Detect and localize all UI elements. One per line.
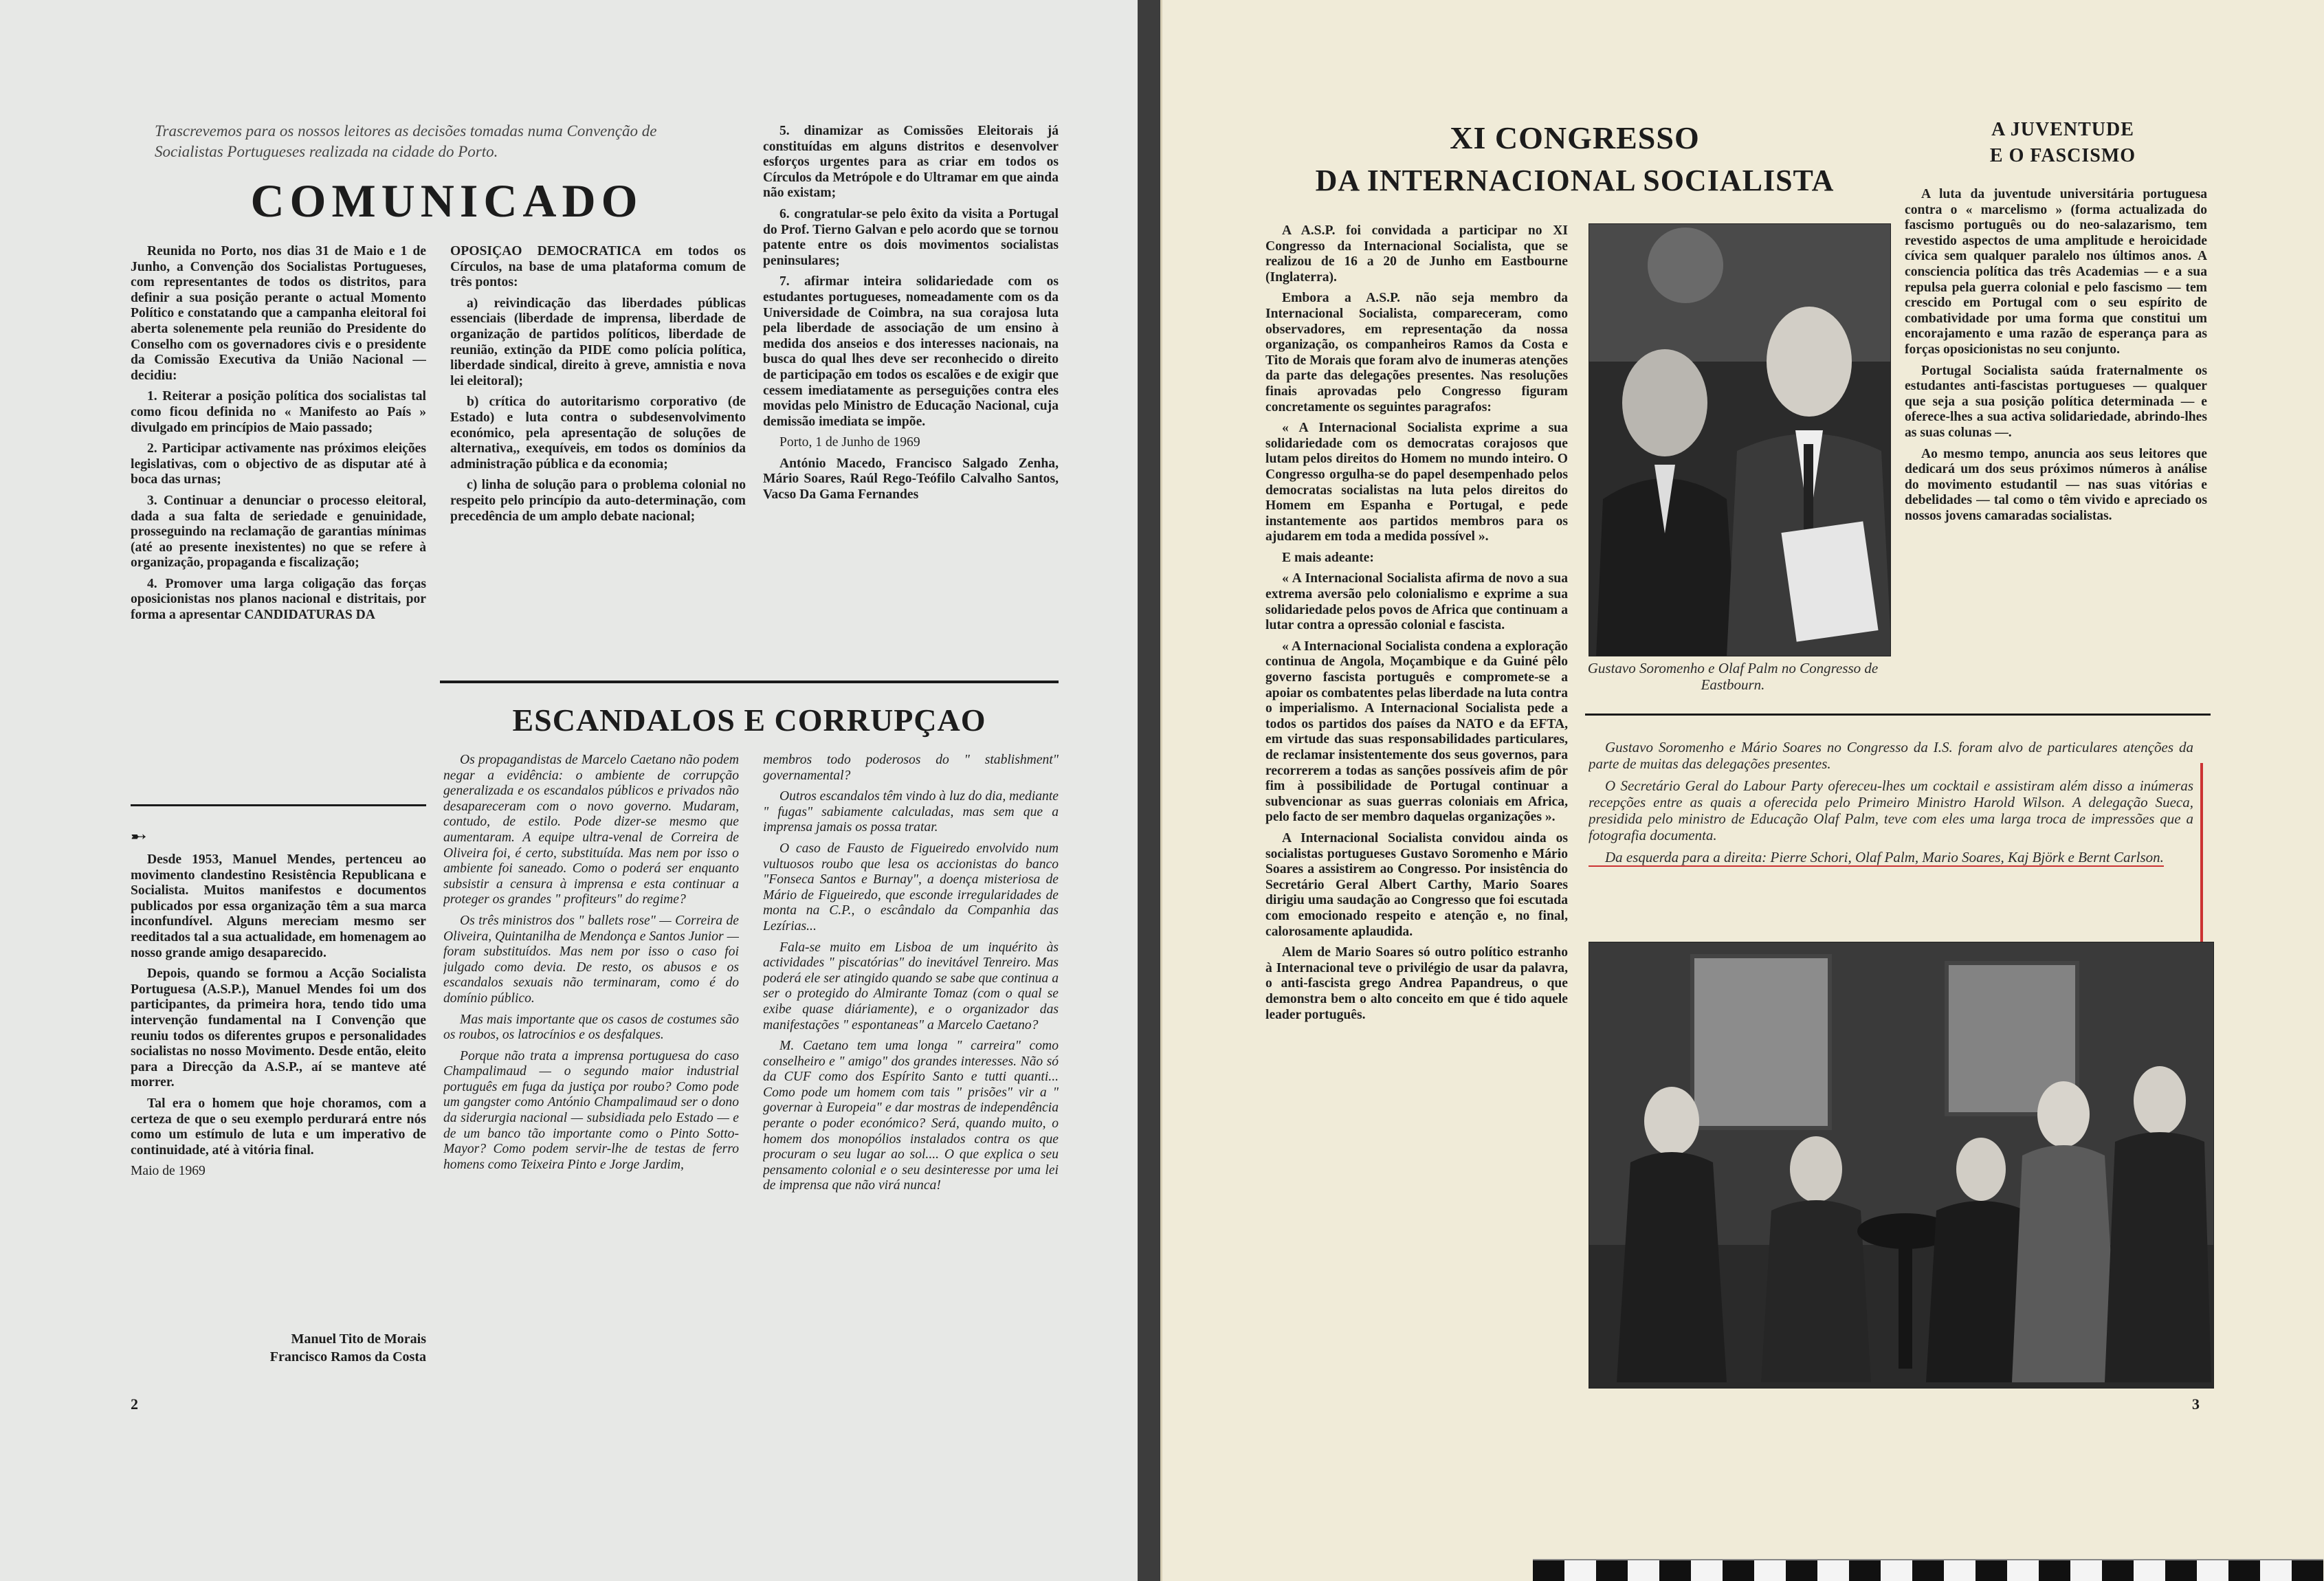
- signature-name: Manuel Tito de Morais: [291, 1331, 426, 1347]
- photo-delegation-image: [1589, 942, 2214, 1389]
- escandalos-paragraph: Outros escandalos têm vindo à luz do dia, mediante " fugas" sabiamente calculadas, mas sem que a imprensa jamais os possa tratar.: [763, 789, 1059, 835]
- comunicado-paragraph: 6. congratular-se pelo êxito da visita a Portugal do Prof. Tierno Galvan e pelo acordo que se tornou patente entre os dois movimentos socialistas peninsulares;: [763, 206, 1059, 268]
- comunicado-paragraph: 5. dinamizar as Comissões Eleitorais já constituídas em alguns distritos e desenvolver esforços urgentes para as criar em todos os Círculos da Metrópole e do Ultramar em que ainda não existam;: [763, 124, 1059, 201]
- photo-soromenho-palm-caption: Gustavo Soromenho e Olaf Palm no Congresso de Eastbourn.: [1587, 660, 1879, 693]
- escandalos-col-2: [763, 753, 1059, 1385]
- escandalos-col-1: [443, 753, 739, 1385]
- congress-paragraph: « A Internacional Socialista condena a exploração continua de Angola, Moçambique e da Guiné pêlo governo fascista português e compromete-se a apoiar os combatentes pelas liberdade na luta contra o imperialismo. A Internacional Socialista pede a todos os partidos dos países da NATO e da EFTA, em virtude das suas responsabilidades particulares, de reclamar insistentemente dos seus governos, para recorrerem a todas as sanções possíveis afim de pôr fim à possibilidade de Portugal continuar a subvencionar as suas guerras coloniais em Africa, pelo facto de ser membro daquelas organizações ».: [1265, 639, 1568, 825]
- congress-paragraph: A A.S.P. foi convidada a participar no XI Congresso da Internacional Socialista, que se realizou de 16 a 20 de Junho em Eastbourne (Inglaterra).: [1265, 223, 1568, 285]
- escandalos-paragraph: Os propagandistas de Marcelo Caetano não podem negar a evidência: o ambiente de corrupção generalizada e os escandalos públicos e privados não desapareceram com o novo governo. Mudaram, contudo, de estilo. Pode dizer-se mesmo que aumentaram. A equipe ultra-venal de Correira de Oliveira foi, é certo, substituída. Mas nem por isso o ambiente foi saneado. Como o poderá ser enquanto subsistir a censura à imprensa e esta continuar a proteger os grandes " profiteurs" do regime?: [443, 753, 739, 907]
- escandalos-paragraph: M. Caetano tem uma longa " carreira" como conselheiro e " amigo" dos grandes interesses. Não só da CUF como dos Espírito Santo e tutti quanti... Como pode um homem com tais " prisões" vir a " governar à Europeia" e dar mostras de independência perante o poder económico? Será, quando muito, o homem dos monopólios instalados contra os que procuram o seu lugar ao sol.... O que explica o seu pensamento colonial e o seu desinteresse por uma lei de imprensa que não virá nunca!: [763, 1039, 1059, 1193]
- comunicado-col-3: [763, 124, 1059, 674]
- comunicado-col-2: [450, 244, 746, 670]
- congress-paragraph: E mais adeante:: [1282, 550, 1374, 565]
- comunicado-paragraph: OPOSIÇAO DEMOCRATICA em todos os Círculos, na base de uma plataforma comum de três pontos:: [450, 244, 746, 290]
- caption-paragraph: O Secretário Geral do Labour Party ofereceu-lhes um cocktail e assistiram além disso a inúmeras recepções entre as quais a oferecida pelo Primeiro Ministro Harold Wilson. A delegação Sueca, presidida pelo ministro de Educação Olaf Palm, teve com eles uma larga troca de impressões que a fotografia documenta.: [1589, 777, 2193, 843]
- juventude-title: [1905, 117, 2221, 179]
- comunicado-date: Porto, 1 de Junho de 1969: [779, 435, 920, 450]
- congress-paragraph: « A Internacional Socialista afirma de novo a sua extrema aversão pelo colonialismo e exprime a sua solidariedade pelos povos de Africa que continuam a lutar contra a opressão colonial e fascista.: [1265, 571, 1568, 633]
- mendes-paragraph: Desde 1953, Manuel Mendes, pertenceu ao movimento clandestino Resistência Republicana e Socialista. Muitos manifestos e documentos publicados por essa organização têm a sua marca inconfundível. Alguns mereciam mesmo ser reeditados tal a sua actualidade, em homenagem ao nosso grande amigo desaparecido.: [131, 852, 426, 960]
- comunicado-paragraph: a) reivindicação das liberdades públicas essenciais (liberdade de imprensa, liberdade de organização de partidos políticos, liberdade de reunião, extinção da PIDE como polícia política, liberdade sindical, direito à greve, amnistia e nova lei eleitoral);: [450, 296, 746, 388]
- juventude-paragraph: Portugal Socialista saúda fraternalmente os estudantes anti-fascistas portugueses — qualquer que seja a sua posição política determinada — e oferece-lhes a sua activa solidariedade, abrindo-lhes as suas colunas —.: [1905, 363, 2207, 440]
- photo-delegation: [1589, 942, 2214, 1389]
- juventude-paragraph: Ao mesmo tempo, anuncia aos seus leitores que dedicará um dos seus próximos números à análise do movimento estudantil — nas suas vitórias e debelidades — tal como o têm vivido e apreciado os nossos jovens camaradas socialistas.: [1905, 446, 2207, 523]
- juventude-title-line: E O FASCISMO: [1989, 145, 2136, 166]
- juventude-title-line: A JUVENTUDE: [1991, 119, 2134, 140]
- mendes-date: Maio de 1969: [131, 1164, 206, 1179]
- photo-soromenho-palm: [1589, 223, 1891, 656]
- comunicado-paragraph: 1. Reiterar a posição política dos socialistas tal como ficou definida no « Manifesto ao País » divulgado em princípios de Maio passado;: [131, 389, 426, 435]
- escandalos-paragraph: Porque não trata a imprensa portuguesa do caso Champalimaud — o segundo maior industrial português em fuga da justiça por roubo? Como pode um gangster como António Champalimaud ser o dono da siderurgia nacional — subsidiada pelo Estado — e de um banco tão importante como o Pinto Sotto-Mayor? Como podem servir-lhe de testas de ferro homens como Teixeira Pinto e Jorge Jardim,: [443, 1048, 739, 1172]
- congress-paragraph: Embora a A.S.P. não seja membro da Internacional Socialista, compareceram, como observadores, em representação da nossa organização, os companheiros Ramos da Costa e Tito de Morais que foram alvo de inumeras atenções da parte das delegações presentes. Nas resoluções finais aprovadas pelo Congresso figuram concretamente os seguintes paragrafos:: [1265, 291, 1568, 414]
- caption-paragraph: Gustavo Soromenho e Mário Soares no Congresso da I.S. foram alvo de particulares atenções da parte de muitas das delegações presentes.: [1589, 739, 2193, 772]
- headline-line: DA INTERNACIONAL SOCIALISTA: [1315, 164, 1835, 197]
- congress-headline: [1286, 117, 1863, 213]
- signature-name: Francisco Ramos da Costa: [269, 1349, 426, 1364]
- congress-article: [1265, 223, 1568, 1385]
- left-page: [0, 0, 1138, 1581]
- column-divider: [131, 804, 426, 806]
- escandalos-paragraph: Fala-se muito em Lisboa de um inquérito às actividades " piscatórias" do inevitável Tenreiro. Mas poderá ele ser atingido quando se sabe que continua a ser o protegido do Almirante Tomaz (com o qual se exibe quase diáriamente), e o organizador das manifestações " espontaneas" a Marcelo Caetano?: [763, 940, 1059, 1032]
- escandalos-paragraph: O caso de Fausto de Figueiredo envolvido num vultuosos roubo que lesa os accionistas do banco "Fonseca Santos e Burnay", a doença misteriosa de Mário de Figueiredo, que esconde irregularidades de monta na C.P., o escândalo da Companhia das Lezírias...: [763, 841, 1059, 933]
- section-divider: [1585, 714, 2211, 716]
- congress-paragraph: A Internacional Socialista convidou ainda os socialistas portugueses Gustavo Soromenho e Mário Soares a assistirem ao Congresso. Por insistência do Secretário Geral Albert Carthy, Mario Soares dirigiu uma saudação ao Congresso que foi escutada com emocionado respeito e atenção e, no final, calorosamente aplaudida.: [1265, 830, 1568, 939]
- caption-paragraph: Da esquerda para a direita: Pierre Schori, Olaf Palm, Mario Soares, Kaj Björk e Bernt Carlson.: [1589, 849, 2164, 867]
- escandalos-paragraph: Os três ministros dos " ballets rose" — Correira de Oliveira, Quintanilha de Mendonça e Santos Junior — foram substituídos. Mas nem por isso o caso foi julgado como devia. De resto, os abusos e os escandalos sexuais não terminaram, como é do domínio público.: [443, 913, 739, 1006]
- mendes-tribute: [131, 852, 426, 1299]
- comunicado-paragraph: c) linha de solução para o problema colonial no respeito pelo princípio da auto-determinação, com precedência de um amplo debate nacional;: [450, 478, 746, 524]
- congress-paragraph: Alem de Mario Soares só outro político estranho à Internacional teve o privilégio de usar da palavra, o anti-fascista grego Andrea Papandreus, o que demonstra bem o alto conceito em que é tido aquele leader português.: [1265, 945, 1568, 1022]
- mendes-paragraph: Tal era o homem que hoje choramos, com a certeza de que o seu exemplo perdurará entre nós como um estímulo de luta e um imperativo de continuidade, até à vitória final.: [131, 1096, 426, 1158]
- comunicado-paragraph: 3. Continuar a denunciar o processo eleitoral, dada a sua falta de seriedade e genuinidade, prosseguindo na reclamação de garantias mínimas (até ao presente inexistentes) no que se refere à organização, propaganda e fiscalização;: [131, 493, 426, 571]
- juventude-paragraph: A luta da juventude universitária portuguesa contra o « marcelismo » (forma actualizada do fascismo português ou do neo-salazarismo, tem revestido aspectos de uma amplitude e heroicidade cívica sem qualquer paralelo nos últimos anos. A consciencia política das três Academias — e a sua repulsa pela guerra colonial e pelo fascismo — tem crescido em Portugal com o seu espírito de combatividade por uma forma que constitui um encorajamento e uma razão de esperança para as forças oposicionistas no seu conjunto.: [1905, 187, 2207, 357]
- escandalos-title: ESCANDALOS E CORRUPÇAO: [512, 703, 986, 738]
- comunicado-paragraph: 2. Participar activamente nas próximos eleições legislativas, com o objectivo de as disputar até à boca das urnas;: [131, 441, 426, 487]
- escandalos-paragraph: Mas mais importante que os casos de costumes são os roubos, os latrocínios e os desfalques.: [443, 1012, 739, 1043]
- pen-mark: [2200, 763, 2203, 942]
- photo-soromenho-palm-image: [1589, 224, 1891, 656]
- juventude-article: [1905, 187, 2207, 696]
- mendes-signature: [172, 1330, 426, 1371]
- intro-note: Trascrevemos para os nossos leitores as decisões tomadas numa Convenção de Socialistas Portugueses realizada na cidade do Porto.: [155, 122, 657, 160]
- binding-gutter: [1138, 0, 1160, 1581]
- page-number: 2: [131, 1395, 138, 1413]
- page-number: 3: [2192, 1395, 2200, 1413]
- comunicado-col-1: [131, 244, 426, 787]
- comunicado-paragraph: 7. afirmar inteira solidariedade com os estudantes portugueses, nomeadamente com os da Universidade de Coimbra, na sua corajosa luta pela liberdade de associação de um ensino à medida dos anseios e dos interesses nacionais, na busca do qual lhes deve ser reconhecido o direito de participação em todos os escalões e de exigir que cessem imediatamente as perseguições contra eles movidas pelo Ministro de Educação Nacional, cuja demissão imediata se impõe.: [763, 274, 1059, 429]
- mendes-arrow-icon: ➸: [131, 826, 147, 848]
- comunicado-title: COMUNICADO: [250, 175, 643, 227]
- scale-ruler: [1533, 1559, 2323, 1581]
- comunicado-paragraph: b) crítica do autoritarismo corporativo (de Estado) e luta contra o subdesenvolvimento económico, pela apresentação de soluções de alternativa,, exequíveis, em todos os domínios da administração pública e da economia;: [450, 395, 746, 472]
- congress-paragraph: « A Internacional Socialista exprime a sua solidariedade com os democratas corajosos que lutam pelos direitos do Homem no mundo inteiro. O Congresso orgulha-se do papel desempenhado pelos democratas socialistas na luta pelos direitos do Homem em Espanha e Portugal, e pede instantemente aos partidos membros para os ajudarem em toda a medida possível ».: [1265, 421, 1568, 544]
- photo-delegation-caption: [1589, 739, 2193, 918]
- section-divider: [440, 681, 1059, 683]
- right-page: [1160, 0, 2324, 1581]
- escandalos-paragraph: membros todo poderosos do " stablishment" governamental?: [763, 753, 1059, 783]
- mendes-paragraph: Depois, quando se formou a Acção Socialista Portuguesa (A.S.P.), Manuel Mendes foi um dos participantes, da primeira hora, tendo tido uma intervenção fundamental na I Convenção que reuniu todos os diferentes grupos e personalidades socialistas no nosso Movimento. Desde então, eleito para a Direcção da A.S.P., aí se manteve até morrer.: [131, 966, 426, 1090]
- headline-line: XI CONGRESSO: [1450, 120, 1700, 155]
- comunicado-paragraph: Reunida no Porto, nos dias 31 de Maio e 1 de Junho, a Convenção dos Socialistas Portugueses, com representantes de todos os distritos, para definir a sua posição perante o actual Momento Político e constatando que a campanha eleitoral foi aberta solenemente pela reunião do Presidente do Conselho com os governadores civis e o presidente da Comissão Executiva da União Nacional — decidiu:: [131, 244, 426, 383]
- comunicado-paragraph: 4. Promover uma larga coligação das forças oposicionistas nos planos nacional e distritais, por forma a apresentar CANDIDATURAS DA: [131, 576, 426, 623]
- comunicado-signatories: António Macedo, Francisco Salgado Zenha, Mário Soares, Raúl Rego-Teófilo Calvalho Santos, Vacso Da Gama Fernandes: [763, 456, 1059, 502]
